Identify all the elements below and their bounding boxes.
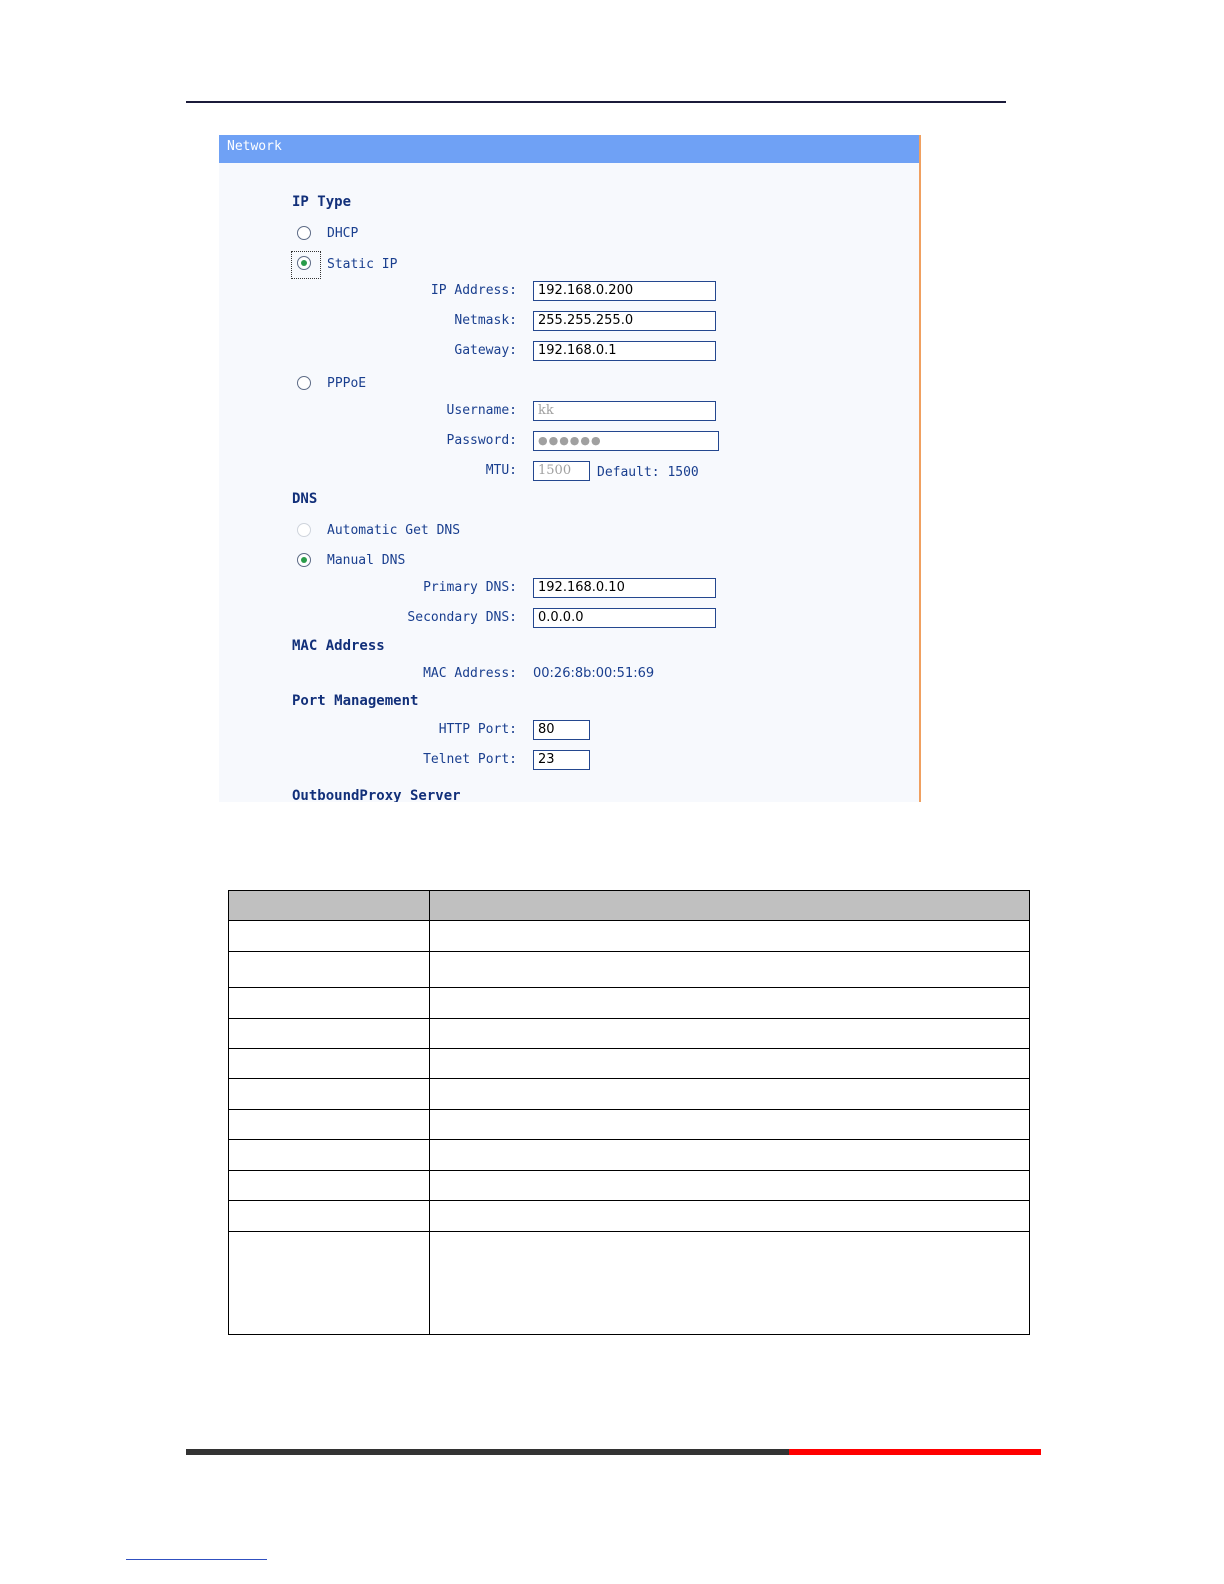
table-header-cell (430, 891, 1030, 921)
table-cell (229, 1232, 430, 1335)
table-row (229, 1049, 1030, 1079)
pppoe-radio[interactable] (297, 376, 311, 390)
table-cell (229, 1049, 430, 1079)
table-cell (430, 1232, 1030, 1335)
ip-address-input[interactable]: 192.168.0.200 (533, 281, 716, 301)
telnet-port-label: Telnet Port: (423, 752, 517, 767)
static-ip-label: Static IP (327, 256, 398, 272)
mtu-default-note: Default: 1500 (597, 465, 699, 480)
header-rule (186, 101, 1006, 103)
table-cell (430, 1201, 1030, 1232)
primary-dns-input[interactable]: 192.168.0.10 (533, 578, 716, 598)
primary-dns-label: Primary DNS: (423, 580, 517, 595)
table-row (229, 1201, 1030, 1232)
table-row (229, 988, 1030, 1019)
table-cell (430, 1110, 1030, 1140)
secondary-dns-label: Secondary DNS: (407, 610, 517, 625)
table-cell (229, 952, 430, 988)
mac-address-label: MAC Address: (423, 666, 517, 681)
ip-address-label: IP Address: (430, 283, 517, 298)
dhcp-option[interactable] (297, 223, 358, 243)
network-panel (219, 135, 921, 802)
table-row (229, 1140, 1030, 1171)
table-cell (430, 1049, 1030, 1079)
parameter-table (228, 890, 1030, 1335)
table-row (229, 952, 1030, 988)
table-cell (229, 1079, 430, 1110)
footer-rule-dark (186, 1449, 789, 1455)
table-cell (229, 1019, 430, 1049)
table-cell (229, 921, 430, 952)
table-header-cell (229, 891, 430, 921)
auto-dns-label: Automatic Get DNS (327, 522, 461, 538)
telnet-port-input[interactable]: 23 (533, 750, 590, 770)
panel-title: Network (227, 139, 282, 154)
gateway-input[interactable]: 192.168.0.1 (533, 341, 716, 361)
footer-rule-red (789, 1449, 1041, 1455)
http-port-label: HTTP Port: (438, 722, 517, 737)
pppoe-option[interactable] (297, 373, 366, 393)
static-ip-radio[interactable] (297, 256, 311, 270)
static-ip-option[interactable] (297, 254, 397, 274)
table-header-row (229, 891, 1030, 921)
username-label: Username: (446, 403, 517, 418)
table-cell (229, 1140, 430, 1171)
manual-dns-option[interactable] (297, 550, 405, 570)
table-cell (229, 1171, 430, 1201)
dns-heading: DNS (292, 491, 318, 507)
table-cell (430, 952, 1030, 988)
table-cell (229, 1110, 430, 1140)
table-cell (430, 988, 1030, 1019)
table-row (229, 1110, 1030, 1140)
username-input[interactable]: kk (533, 401, 716, 421)
dhcp-label: DHCP (327, 225, 359, 241)
table-row (229, 1079, 1030, 1110)
mtu-label: MTU: (485, 463, 517, 478)
footer-link-underline (126, 1559, 267, 1560)
ip-type-heading: IP Type (292, 194, 352, 210)
http-port-input[interactable]: 80 (533, 720, 590, 740)
mac-heading: MAC Address (292, 638, 385, 654)
table-cell (430, 1079, 1030, 1110)
mtu-input[interactable]: 1500 (533, 461, 590, 481)
table-cell (430, 921, 1030, 952)
netmask-input[interactable]: 255.255.255.0 (533, 311, 716, 331)
secondary-dns-input[interactable]: 0.0.0.0 (533, 608, 716, 628)
table-row (229, 1232, 1030, 1335)
table-cell (430, 1140, 1030, 1171)
panel-header (219, 135, 919, 163)
outbound-proxy-heading: OutboundProxy Server (292, 788, 461, 802)
password-input[interactable]: ●●●●●● (533, 431, 719, 451)
gateway-label: Gateway: (454, 343, 517, 358)
netmask-label: Netmask: (454, 313, 517, 328)
table-cell (430, 1019, 1030, 1049)
auto-dns-option[interactable] (297, 520, 460, 540)
manual-dns-radio[interactable] (297, 553, 311, 567)
table-cell (229, 988, 430, 1019)
auto-dns-radio[interactable] (297, 523, 311, 537)
table-cell (430, 1171, 1030, 1201)
dhcp-radio[interactable] (297, 226, 311, 240)
table-row (229, 1171, 1030, 1201)
table-row (229, 1019, 1030, 1049)
table-row (229, 921, 1030, 952)
manual-dns-label: Manual DNS (327, 552, 406, 568)
table-cell (229, 1201, 430, 1232)
password-label: Password: (446, 433, 517, 448)
port-management-heading: Port Management (292, 693, 419, 709)
mac-address-value: 00:26:8b:00:51:69 (533, 666, 655, 681)
pppoe-label: PPPoE (327, 375, 367, 391)
